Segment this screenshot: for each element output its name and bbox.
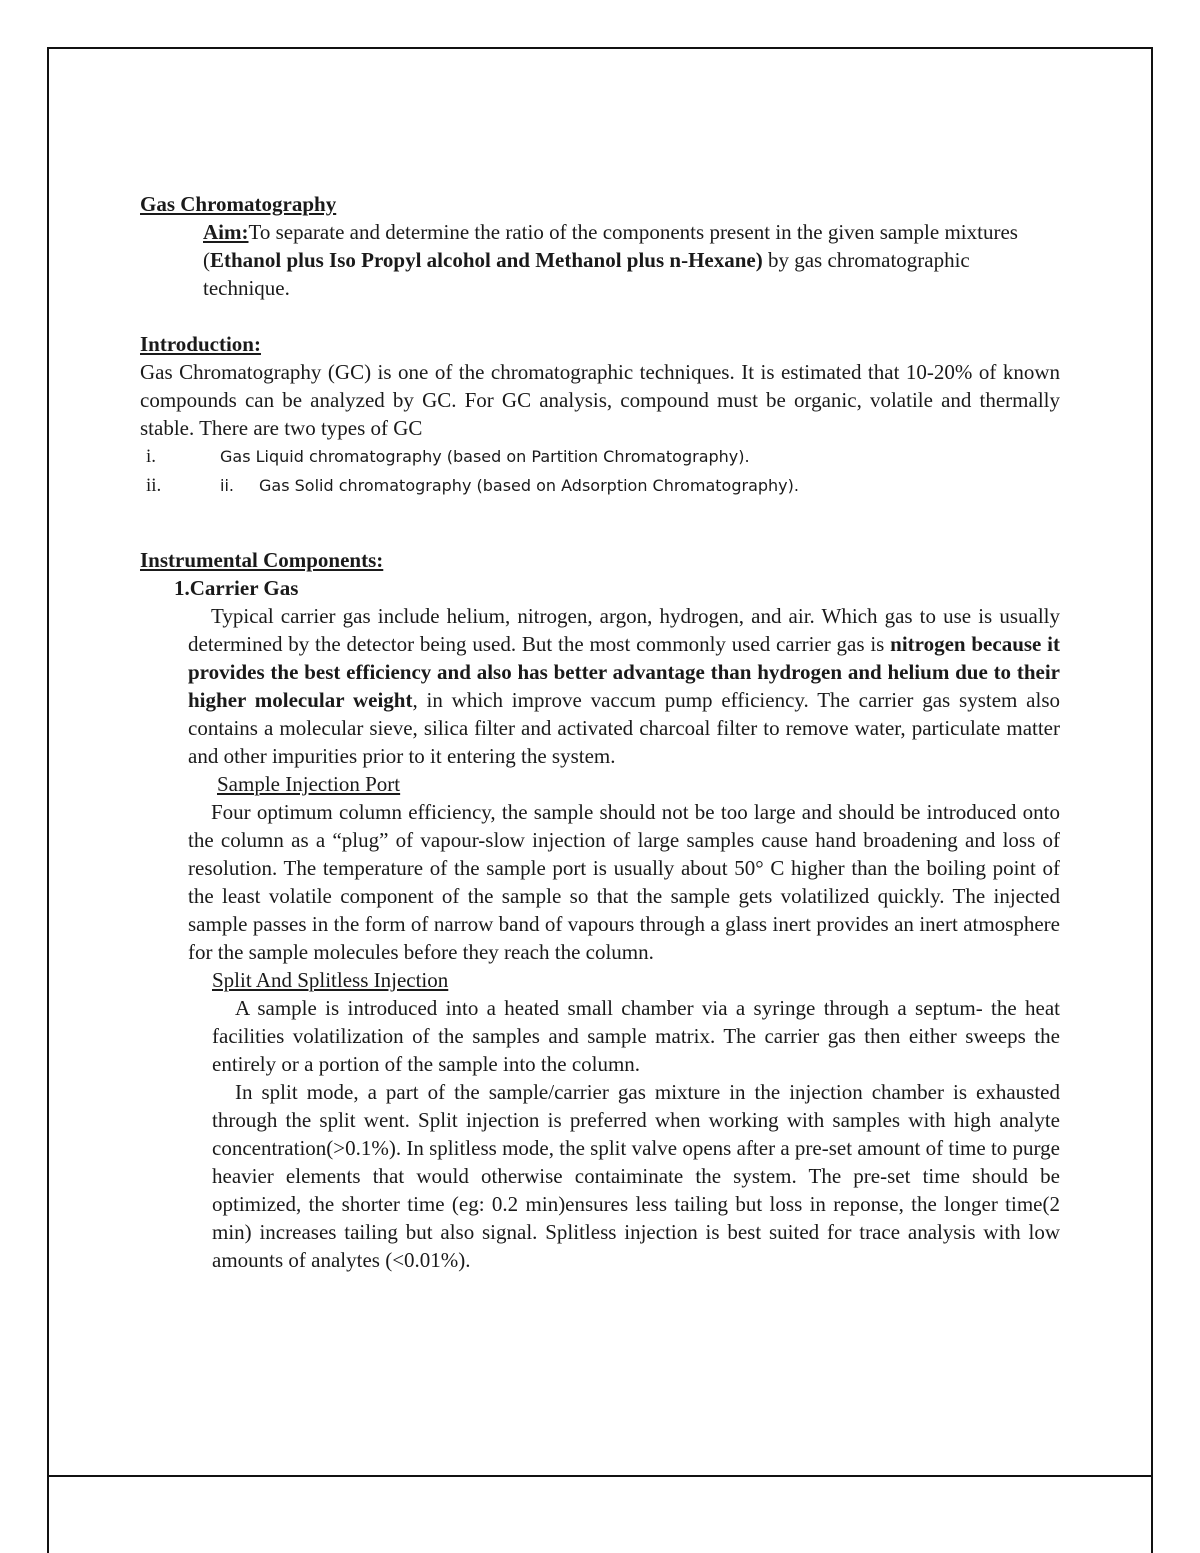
instrumental-heading: Instrumental Components: [140, 548, 384, 572]
list-number: ii. [146, 475, 162, 496]
introduction-text: Gas Chromatography (GC) is one of the chromatographic techniques. It is estimated that 10-20% of known compounds can be analyzed by GC. For GC analysis, compound must be organic, volatile and thermally stable. There are two types of GC [140, 360, 1060, 440]
injection-port-paragraph: Four optimum column efficiency, the sample should not be too large and should be introduced onto the column as a “plug” of vapour-slow injection of large samples cause hand broadening and loss of resolution. The temperature of the sample port is usually about 50° C higher than the boiling point of the least volatile component of the sample so that the sample gets volatilized quickly. The injected sample passes in the form of narrow band of vapours through a glass inert provides an inert atmosphere for the sample molecules before they reach the column. [188, 800, 1060, 964]
list-text: Gas Liquid chromatography (based on Partition Chromatography). [220, 447, 750, 466]
aim-bold: Ethanol plus Iso Propyl alcohol and Methanol plus n-Hexane) [210, 248, 763, 272]
document-body [140, 190, 1060, 1274]
carrier-bold: nitrogen because it provides the best efficiency and also has better advantage than hydrogen and helium due to their higher molecular weight [188, 632, 1060, 712]
split-injection-heading: Split And Splitless Injection [212, 968, 449, 992]
aim-text-before: To separate and determine the ratio of the components present in the given sample mixtures ( [203, 220, 1018, 272]
split-paragraph-2: In split mode, a part of the sample/carrier gas mixture in the injection chamber is exhausted through the split went. Split injection is preferred when working with samples with high analyte concentration(>0.1%). In splitless mode, the split valve opens after a pre-set amount of time to purge heavier elements that would otherwise contaiminate the system. The pre-set time should be optimized, the shorter time (eg: 0.2 min)ensures less tailing but loss in reponse, the longer time(2 min) increases tailing but also signal. Splitless injection is best suited for trace analysis with low amounts of analytes (<0.01%). [212, 1080, 1060, 1272]
list-item [140, 471, 1060, 500]
list-item [140, 442, 1060, 471]
list-number: i. [146, 446, 157, 467]
spacer [140, 500, 1060, 546]
list-sub-number: ii. [220, 476, 234, 495]
document-title: Gas Chromatography [140, 192, 337, 216]
split-paragraph-1: A sample is introduced into a heated small chamber via a syringe through a septum- the heat facilities volatilization of the samples and sample matrix. The carrier gas then either sweeps the entirely or a portion of the sample into the column. [212, 996, 1060, 1076]
aim-text-after: by gas chromatographic technique. [203, 248, 970, 300]
carrier-text-after: , in which improve vaccum pump efficiency. The carrier gas system also contains a molecular sieve, silica filter and activated charcoal filter to remove water, particulate matter and other impurities prior to it entering the system. [188, 688, 1060, 768]
footer-frame [47, 1477, 1153, 1553]
injection-port-heading: Sample Injection Port [217, 772, 401, 796]
spacer [140, 302, 1060, 330]
aim-label: Aim: [203, 220, 249, 244]
gc-types-list [140, 442, 1060, 500]
carrier-gas-heading: 1.Carrier Gas [174, 576, 299, 600]
introduction-heading: Introduction: [140, 332, 261, 356]
carrier-text-before: Typical carrier gas include helium, nitrogen, argon, hydrogen, and air. Which gas to use is usually determined by the detector being used. But the most commonly used carrier gas is [188, 604, 1060, 656]
carrier-gas-paragraph [188, 602, 1060, 770]
aim-paragraph [203, 218, 1060, 302]
list-text: Gas Solid chromatography (based on Adsorption Chromatography). [259, 476, 799, 495]
